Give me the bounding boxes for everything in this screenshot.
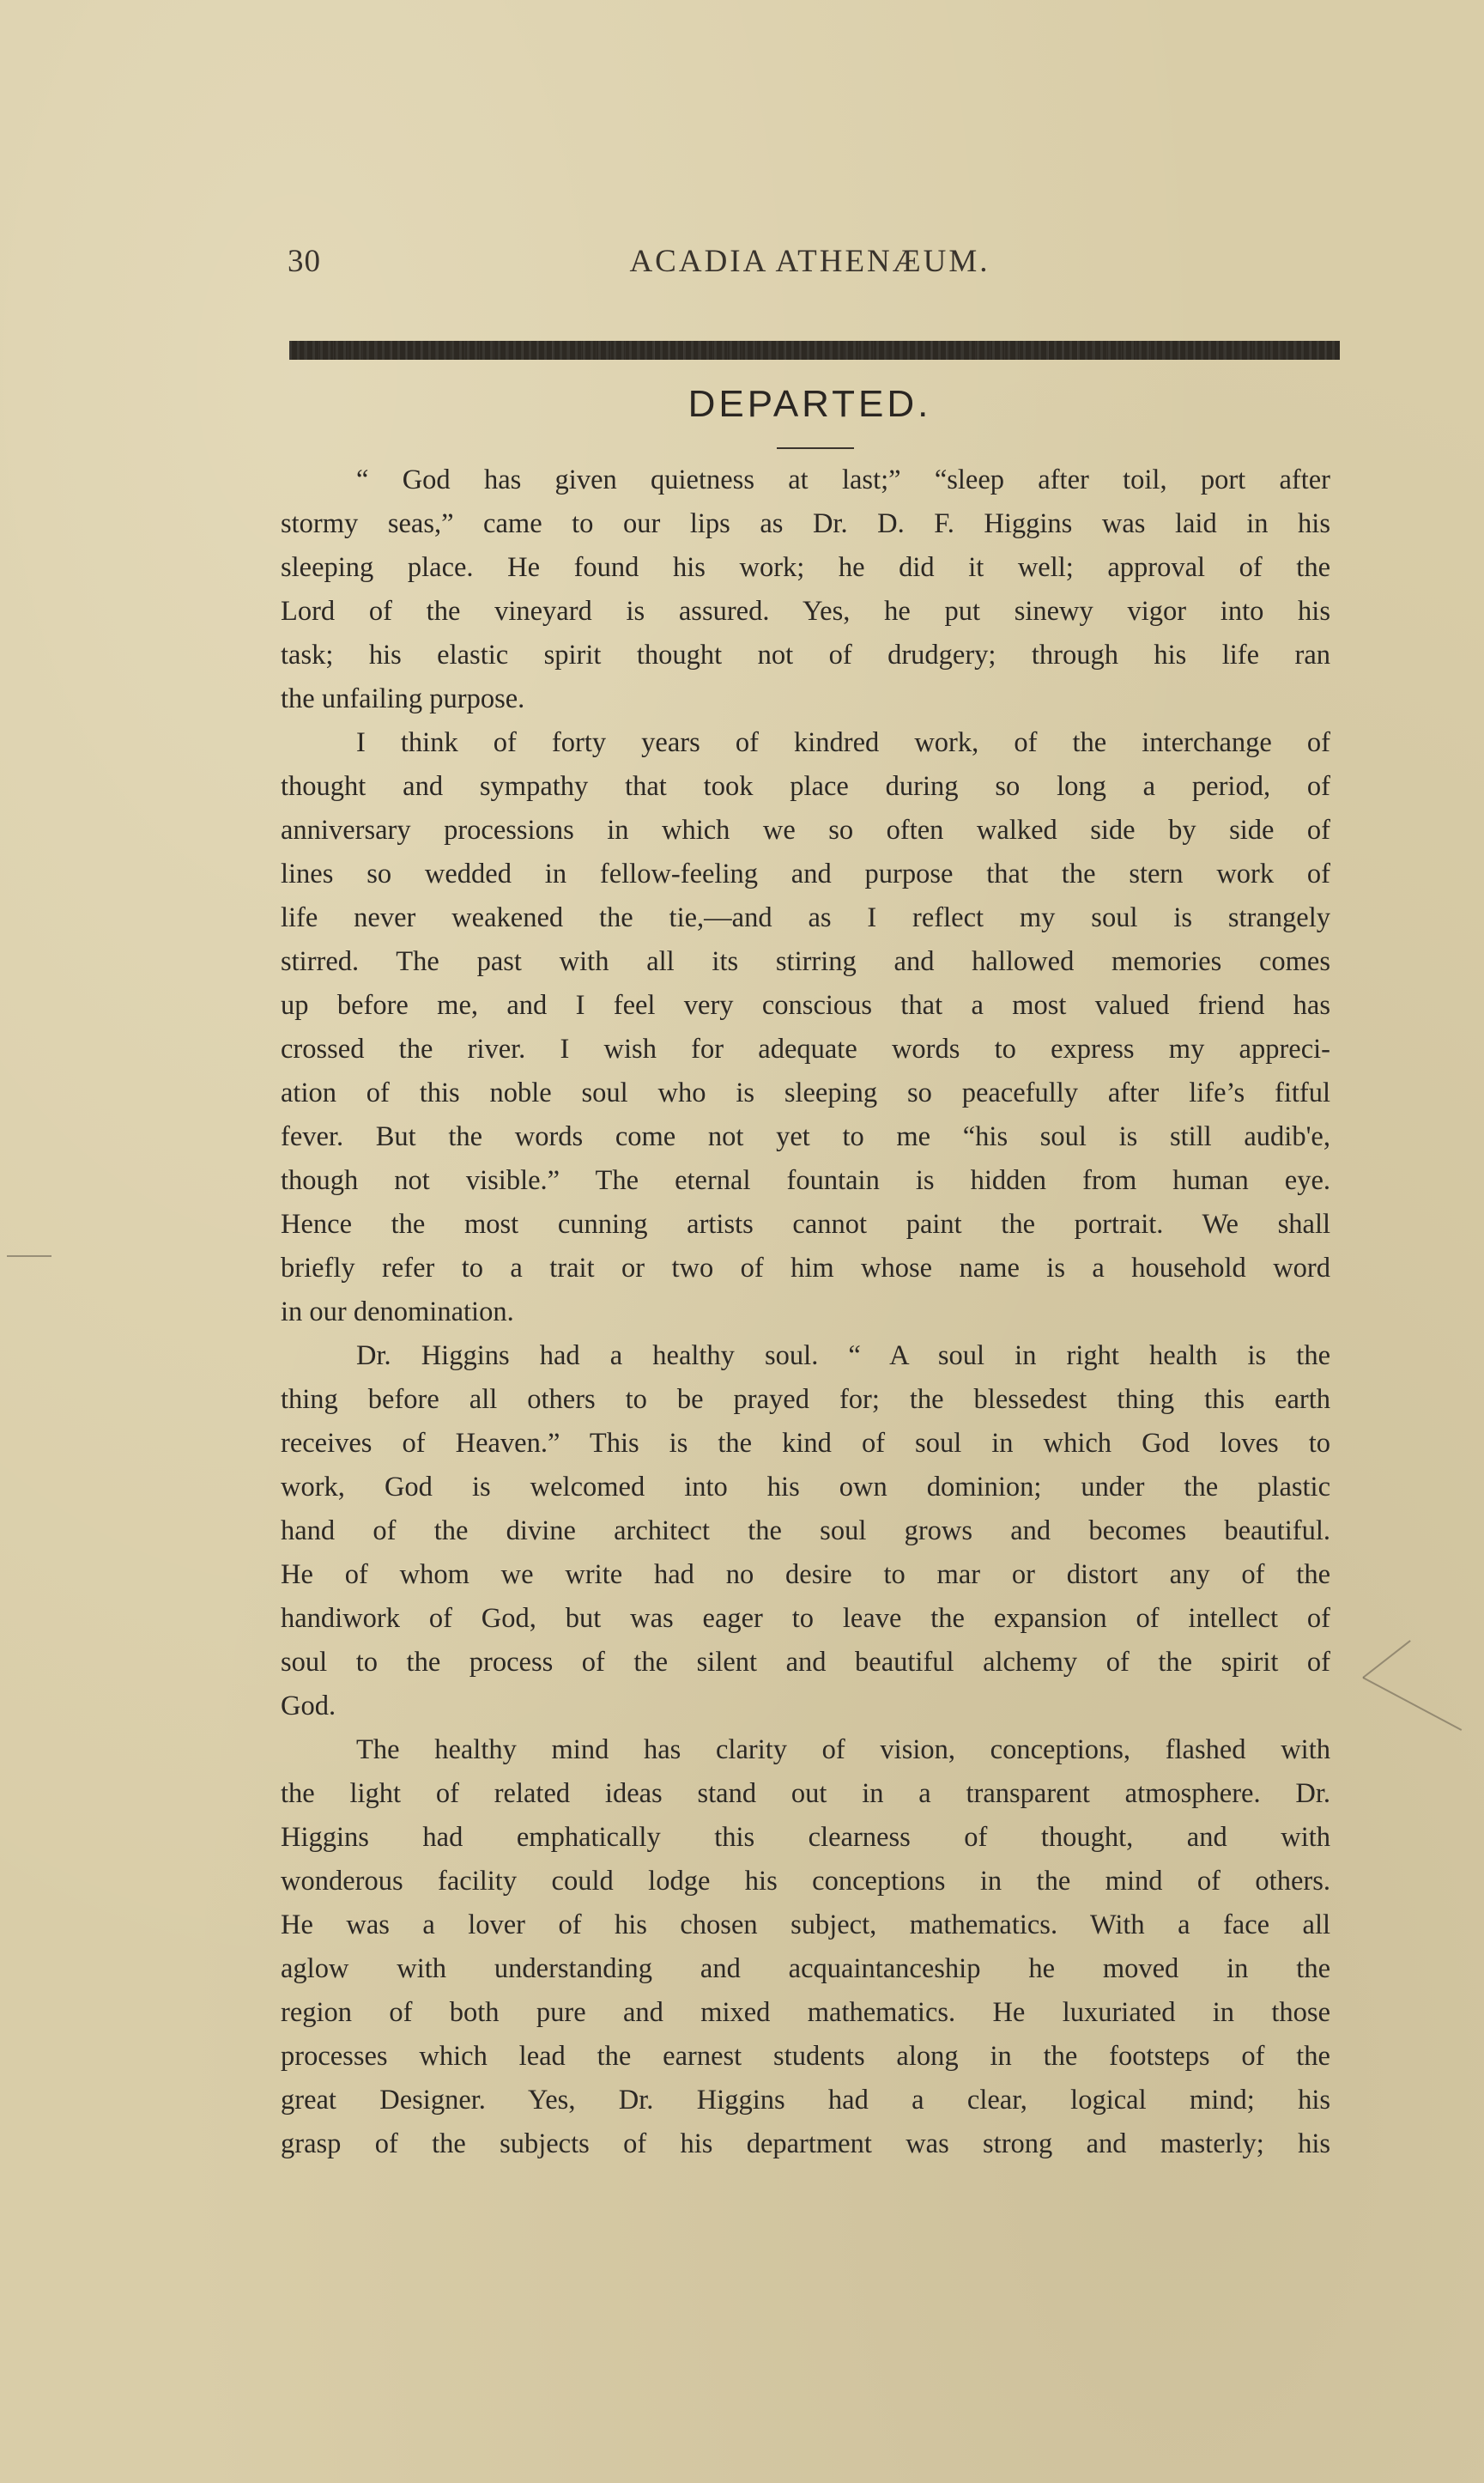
paragraph-4 (281, 1728, 1330, 2166)
text-line: The healthy mind has clarity of vision, conceptions, flashed with (356, 1734, 1330, 1765)
text-line: in our denomination. (281, 1296, 514, 1327)
paragraph-3 (281, 1334, 1330, 1728)
text-line: stormy seas,” came to our lips as Dr. D. F. Higgins was laid in his (281, 508, 1330, 539)
text-line: hand of the divine architect the soul grows and becomes beautiful. (281, 1515, 1330, 1546)
article-body (281, 458, 1330, 2166)
text-line: briefly refer to a trait or two of him whose name is a household word (281, 1253, 1330, 1284)
text-line: up before me, and I feel very conscious that a most valued friend has (281, 990, 1330, 1021)
text-line: He of whom we write had no desire to mar or distort any of the (281, 1559, 1330, 1590)
text-line: great Designer. Yes, Dr. Higgins had a clear, logical mind; his (281, 2085, 1330, 2116)
text-line: the light of related ideas stand out in a transparent atmosphere. Dr. (281, 1778, 1330, 1809)
text-line: region of both pure and mixed mathematics. He luxuriated in those (281, 1997, 1330, 2028)
text-line: crossed the river. I wish for adequate words to express my appreci- (281, 1034, 1330, 1065)
text-line: Hence the most cunning artists cannot paint the portrait. We shall (281, 1209, 1330, 1240)
text-line: lines so wedded in fellow-feeling and purpose that the stern work of (281, 859, 1330, 889)
text-line: aglow with understanding and acquaintanceship he moved in the (281, 1953, 1330, 1984)
text-line: God. (281, 1691, 336, 1721)
title-rule (777, 447, 854, 449)
running-head: ACADIA ATHENÆUM. (629, 244, 990, 279)
text-line: task; his elastic spirit thought not of drudgery; through his life ran (281, 640, 1330, 671)
text-line: life never weakened the tie,—and as I reflect my soul is strangely (281, 902, 1330, 933)
text-line: processes which lead the earnest students along in the footsteps of the (281, 2041, 1330, 2072)
text-line: ation of this noble soul who is sleeping so peacefully after life’s fitful (281, 1078, 1330, 1108)
header-rule (289, 341, 1340, 360)
paper-mark (1363, 1677, 1463, 1731)
text-line: work, God is welcomed into his own dominion; under the plastic (281, 1472, 1330, 1503)
text-line: though not visible.” The eternal fountain is hidden from human eye. (281, 1165, 1330, 1196)
text-line: thought and sympathy that took place during so long a period, of (281, 771, 1330, 802)
text-line: grasp of the subjects of his department was strong and masterly; his (281, 2128, 1330, 2159)
page-header (281, 243, 1339, 294)
text-line: “ God has given quietness at last;” “sleep after toil, port after (356, 464, 1330, 495)
text-line: handiwork of God, but was eager to leave the expansion of intellect of (281, 1603, 1330, 1634)
paragraph-2 (281, 721, 1330, 1334)
text-line: the unfailing purpose. (281, 683, 525, 714)
text-line: wonderous facility could lodge his conceptions in the mind of others. (281, 1866, 1330, 1897)
paper-mark (7, 1255, 51, 1257)
text-line: anniversary processions in which we so often walked side by side of (281, 815, 1330, 846)
text-line: Dr. Higgins had a healthy soul. “ A soul in right health is the (356, 1340, 1330, 1371)
page-number: 30 (288, 244, 321, 279)
text-line: fever. But the words come not yet to me “his soul is still audib'e, (281, 1121, 1330, 1152)
text-line: I think of forty years of kindred work, of the interchange of (356, 727, 1330, 758)
paragraph-1 (281, 458, 1330, 721)
text-line: sleeping place. He found his work; he did it well; approval of the (281, 552, 1330, 583)
text-line: receives of Heaven.” This is the kind of soul in which God loves to (281, 1428, 1330, 1459)
text-line: soul to the process of the silent and beautiful alchemy of the spirit of (281, 1647, 1330, 1678)
text-line: stirred. The past with all its stirring and hallowed memories comes (281, 946, 1330, 977)
article-title: DEPARTED. (687, 383, 932, 425)
paper-mark (1362, 1640, 1410, 1679)
text-line: thing before all others to be prayed for; the blessedest thing this earth (281, 1384, 1330, 1415)
text-line: Lord of the vineyard is assured. Yes, he put sinewy vigor into his (281, 596, 1330, 627)
text-line: Higgins had emphatically this clearness of thought, and with (281, 1822, 1330, 1853)
text-line: He was a lover of his chosen subject, mathematics. With a face all (281, 1909, 1330, 1940)
